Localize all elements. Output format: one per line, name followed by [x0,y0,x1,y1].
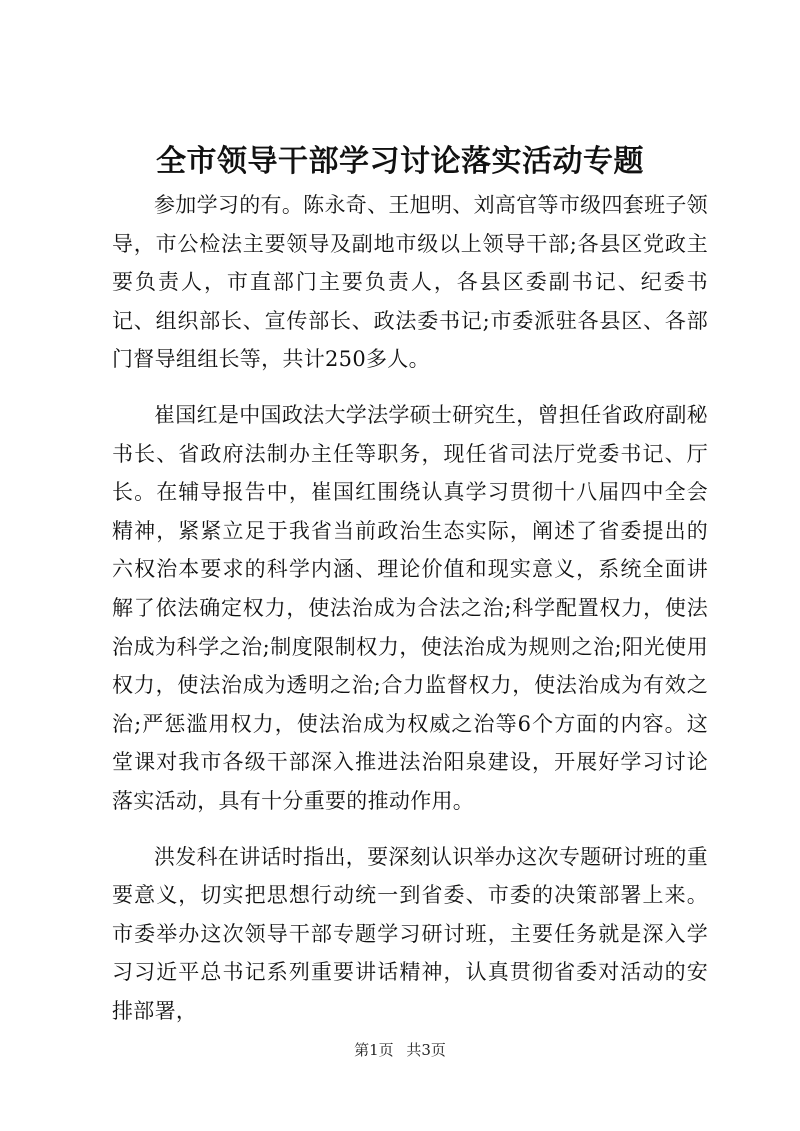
page-footer [0,1040,800,1060]
page-number-current: 第1页 [354,1041,394,1059]
paragraph-lecture: 崔国红是中国政法大学法学硕士研究生，曾担任省政府副秘书长、省政府法制办主任等职务，现任省司法厅党委书记、厅长。在辅导报告中，崔国红围绕认真学习贯彻十八届四中全会精神，紧紧立足于我省当前政治生态实际，阐述了省委提出的六权治本要求的科学内涵、理论价值和现实意义，系统全面讲解了依法确定权力，使法治成为合法之治;科学配置权力，使法治成为科学之治;制度限制权力，使法治成为规则之治;阳光使用权力，使法治成为透明之治;合力监督权力，使法治成为有效之治;严惩滥用权力，使法治成为权威之治等6个方面的内容。这堂课对我市各级干部深入推进法治阳泉建设，开展好学习讨论落实活动，具有十分重要的推动作用。 [112,402,708,813]
document-body [112,186,708,1030]
document-title: 全市领导干部学习讨论落实活动专题 [156,144,644,179]
paragraph-attendees: 参加学习的有。陈永奇、王旭明、刘高官等市级四套班子领导，市公检法主要领导及副地市级以上领导干部;各县区党政主要负责人，市直部门主要负责人，各县区委副书记、纪委书记、组织部长、宣传部长、政法委书记;市委派驻各县区、各部门督导组组长等，共计250多人。 [112,193,708,372]
paragraph-speech: 洪发科在讲话时指出，要深刻认识举办这次专题研讨班的重要意义，切实把思想行动统一到省委、市委的决策部署上来。市委举办这次领导干部专题学习研讨班，主要任务就是深入学习习近平总书记系列重要讲话精神，认真贯彻省委对活动的安排部署， [112,844,708,1023]
page-number-total: 共3页 [406,1041,446,1059]
